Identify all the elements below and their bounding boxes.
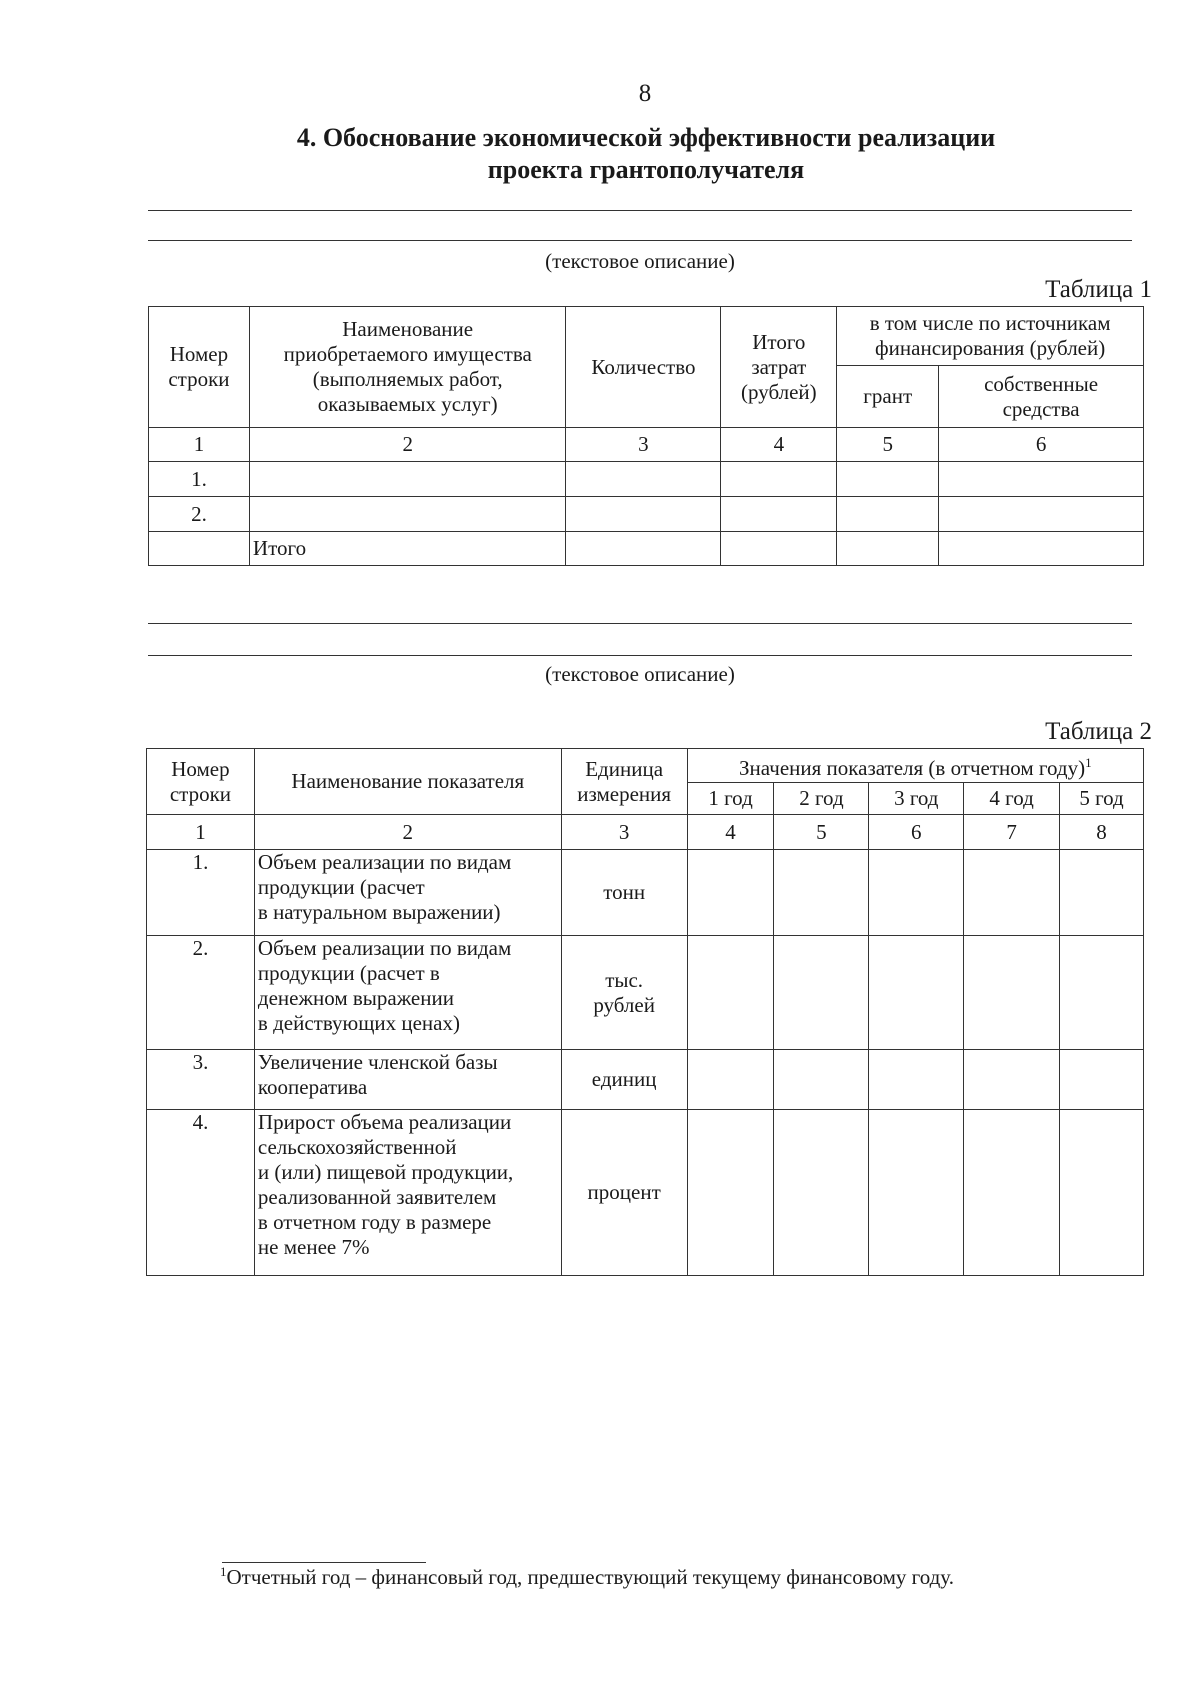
table2-header-unit: Единица измерения bbox=[561, 749, 687, 815]
table1 bbox=[148, 306, 1144, 566]
table2-header-name: Наименование показателя bbox=[254, 749, 561, 815]
table2-header-year-1: 1 год bbox=[687, 783, 774, 815]
heading-line-2: проекта грантополучателя bbox=[487, 155, 805, 184]
table1-header-name: Наименование приобретаемого имущества (выполняемых работ, оказываемых услуг) bbox=[249, 307, 566, 428]
table2-header-values: Значения показателя (в отчетном году)$^1$ bbox=[687, 749, 1143, 783]
text-description-caption-2: (текстовое описание) bbox=[545, 662, 735, 686]
table2-header-row-no: Номер строки bbox=[147, 749, 255, 815]
footnote-marker: 1 bbox=[1085, 755, 1092, 770]
table-row: 2. bbox=[149, 497, 1144, 532]
table2-header-year-5: 5 год bbox=[1060, 783, 1144, 815]
table2 bbox=[146, 748, 1144, 1276]
text-line-1 bbox=[148, 210, 1132, 211]
table1-header-grant: грант bbox=[837, 366, 939, 428]
text-line-2 bbox=[148, 240, 1132, 241]
heading-line-1: 4. Обоснование экономической эффективности реализации bbox=[296, 123, 996, 152]
table1-header-own: собственные средства bbox=[939, 366, 1144, 428]
table1-header-row-no: Номер строки bbox=[149, 307, 250, 428]
section-heading bbox=[148, 122, 1144, 186]
table1-header-total: Итого затрат (рублей) bbox=[721, 307, 837, 428]
table1-header-quantity: Количество bbox=[566, 307, 721, 428]
table-row: 1. bbox=[149, 462, 1144, 497]
table1-header-sources: в том числе по источникам финансирования (рублей) bbox=[837, 307, 1144, 366]
text-line-3 bbox=[148, 623, 1132, 624]
table-row: 1. Объем реализации по видам продукции (расчет в натуральном выражении) тонн bbox=[147, 850, 1144, 936]
text-line-4 bbox=[148, 655, 1132, 656]
table2-column-numbers: 1 2 3 4 5 6 7 8 bbox=[147, 815, 1144, 850]
table-row-total: Итого bbox=[149, 532, 1144, 566]
table-row: 2. Объем реализации по видам продукции (расчет в денежном выражении в действующих ценах) тыс. рублей bbox=[147, 936, 1144, 1050]
page-number: 8 bbox=[638, 80, 652, 107]
table1-column-numbers: 1 2 3 4 5 6 bbox=[149, 428, 1144, 462]
table2-header-year-4: 4 год bbox=[964, 783, 1060, 815]
table-row: 3. Увеличение членской базы кооператива единиц bbox=[147, 1050, 1144, 1110]
footnote bbox=[220, 1564, 954, 1590]
table-row: 4. Прирост объема реализации сельскохозяйственной и (или) пищевой продукции, реализованной заявителем в отчетном году в размере не менее 7% процент bbox=[147, 1110, 1144, 1276]
text-description-caption-1: (текстовое описание) bbox=[545, 249, 735, 273]
footnote-text: Отчетный год – финансовый год, предшествующий текущему финансовому году. bbox=[226, 1565, 954, 1589]
table1-label: Таблица 1 bbox=[1045, 276, 1152, 303]
footnote-separator bbox=[222, 1562, 426, 1563]
table2-header-year-2: 2 год bbox=[774, 783, 869, 815]
footnote-number: 1 bbox=[220, 1564, 227, 1579]
table2-header-year-3: 3 год bbox=[869, 783, 964, 815]
table2-label: Таблица 2 bbox=[1045, 718, 1152, 745]
